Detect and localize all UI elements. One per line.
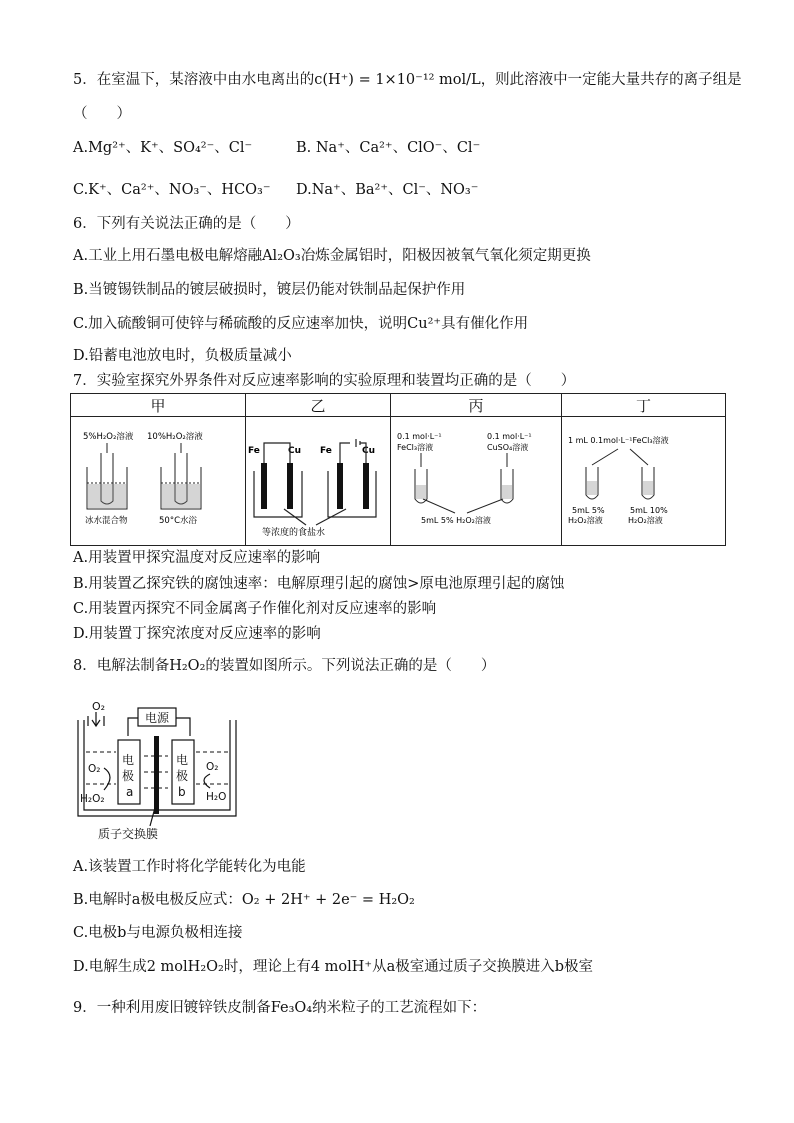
- apparatus-jia: [71, 417, 246, 546]
- apparatus-yi: [246, 417, 391, 546]
- ding-b2a: 5mL 10%: [630, 506, 668, 515]
- q8-electrolysis-figure: [70, 696, 250, 844]
- jia-label-1: 5%H₂O₂溶液: [83, 432, 134, 442]
- apparatus-bing: [391, 417, 562, 546]
- header-ding: 丁: [562, 394, 726, 417]
- jia-label-2: 10%H₂O₂溶液: [147, 432, 203, 442]
- header-yi: 乙: [246, 394, 391, 417]
- fig-power-label: 电源: [145, 711, 170, 725]
- q5-option-c: C.K⁺、Ca²⁺、NO₃⁻、HCO₃⁻: [73, 182, 271, 198]
- fig-eb1: 电: [176, 753, 189, 767]
- header-jia: 甲: [71, 394, 246, 417]
- header-bing: 丙: [391, 394, 562, 417]
- q8-option-d: D.电解生成2 molH₂O₂时，理论上有4 molH⁺从a极室通过质子交换膜进入b极室: [73, 959, 594, 975]
- fig-left-o2: O₂: [88, 763, 101, 775]
- yi-electrode-cu-2: [363, 463, 369, 509]
- ding-top: 1 mL 0.1mol·L⁻¹FeCl₃溶液: [568, 436, 669, 445]
- bing-t1b: FeCl₃溶液: [397, 443, 434, 452]
- yi-fe-2: Fe: [320, 446, 332, 456]
- fig-right-o2: O₂: [206, 761, 219, 773]
- ding-b1b: H₂O₂溶液: [568, 516, 603, 525]
- jia-bath-2: 50°C水浴: [159, 516, 198, 526]
- bing-t2a: 0.1 mol·L⁻¹: [487, 432, 532, 441]
- q7-option-a: A.用装置甲探究温度对反应速率的影响: [73, 550, 321, 566]
- q8-option-a: A.该装置工作时将化学能转化为电能: [73, 859, 306, 875]
- yi-electrode-cu-1: [287, 463, 293, 509]
- q7-option-d: D.用装置丁探究浓度对反应速率的影响: [73, 626, 321, 642]
- q5-paren: （ ）: [73, 106, 131, 122]
- q5-option-b: B. Na⁺、Ca²⁺、ClO⁻、Cl⁻: [296, 140, 481, 156]
- fig-eb2: 极: [176, 769, 189, 783]
- q5-option-d: D.Na⁺、Ba²⁺、Cl⁻、NO₃⁻: [296, 182, 479, 198]
- fig-membrane-label: 质子交换膜: [98, 827, 159, 841]
- q7-option-b: B.用装置乙探究铁的腐蚀速率：电解原理引起的腐蚀>原电池原理引起的腐蚀: [73, 576, 565, 592]
- q8-option-c: C.电极b与电源负极相连接: [73, 925, 243, 941]
- q9-stem: 9．一种利用废旧镀锌铁皮制备Fe₃O₄纳米粒子的工艺流程如下：: [73, 1000, 487, 1016]
- yi-electrode-fe-1: [261, 463, 267, 509]
- bing-bottom: 5mL 5% H₂O₂溶液: [421, 516, 491, 525]
- yi-fe-1: Fe: [248, 446, 260, 456]
- fig-right-h2o: H₂O: [206, 791, 227, 803]
- fig-ea1: 电: [122, 753, 135, 767]
- q7-apparatus-table: [70, 393, 726, 546]
- fig-proton-membrane: [154, 736, 159, 814]
- bing-t2b: CuSO₄溶液: [487, 443, 529, 452]
- q7-option-c: C.用装置丙探究不同金属离子作催化剂对反应速率的影响: [73, 601, 437, 617]
- bing-t1a: 0.1 mol·L⁻¹: [397, 432, 442, 441]
- yi-electrode-fe-2: [337, 463, 343, 509]
- q5-stem: 5．在室温下，某溶液中由水电离出的c(H⁺) = 1×10⁻¹² mol/L，则此溶液中一定能大量共存的离子组是: [73, 72, 742, 88]
- fig-ea2: 极: [122, 769, 135, 783]
- fig-left-h2o2: H₂O₂: [80, 793, 105, 805]
- fig-ea3: a: [126, 785, 134, 799]
- fig-eb3: b: [178, 785, 186, 799]
- yi-cu-2: Cu: [362, 446, 376, 456]
- q5-option-a: A.Mg²⁺、K⁺、SO₄²⁻、Cl⁻: [73, 140, 253, 156]
- q6-stem: 6．下列有关说法正确的是（ ）: [73, 216, 300, 232]
- q6-option-c: C.加入硫酸铜可使锌与稀硫酸的反应速率加快，说明Cu²⁺具有催化作用: [73, 316, 529, 332]
- q6-option-b: B.当镀锡铁制品的镀层破损时，镀层仍能对铁制品起保护作用: [73, 282, 466, 298]
- q8-option-b: B.电解时a极电极反应式：O₂ + 2H⁺ + 2e⁻ = H₂O₂: [73, 892, 415, 908]
- q6-option-a: A.工业上用石墨电极电解熔融Al₂O₃冶炼金属铝时，阳极因被氧气氧化须定期更换: [73, 248, 591, 264]
- yi-bottom-label: 等浓度的食盐水: [262, 528, 326, 538]
- ding-b2b: H₂O₂溶液: [628, 516, 663, 525]
- jia-bath-1: 冰水混合物: [85, 516, 128, 526]
- yi-cu-1: Cu: [288, 446, 302, 456]
- fig-o2-in: O₂: [92, 700, 106, 713]
- q6-option-d: D.铅蓄电池放电时，负极质量减小: [73, 348, 292, 364]
- ding-b1a: 5mL 5%: [572, 506, 605, 515]
- q8-stem: 8．电解法制备H₂O₂的装置如图所示。下列说法正确的是（ ）: [73, 658, 496, 674]
- q7-stem: 7．实验室探究外界条件对反应速率影响的实验原理和装置均正确的是（ ）: [73, 373, 576, 389]
- apparatus-ding: [562, 417, 726, 546]
